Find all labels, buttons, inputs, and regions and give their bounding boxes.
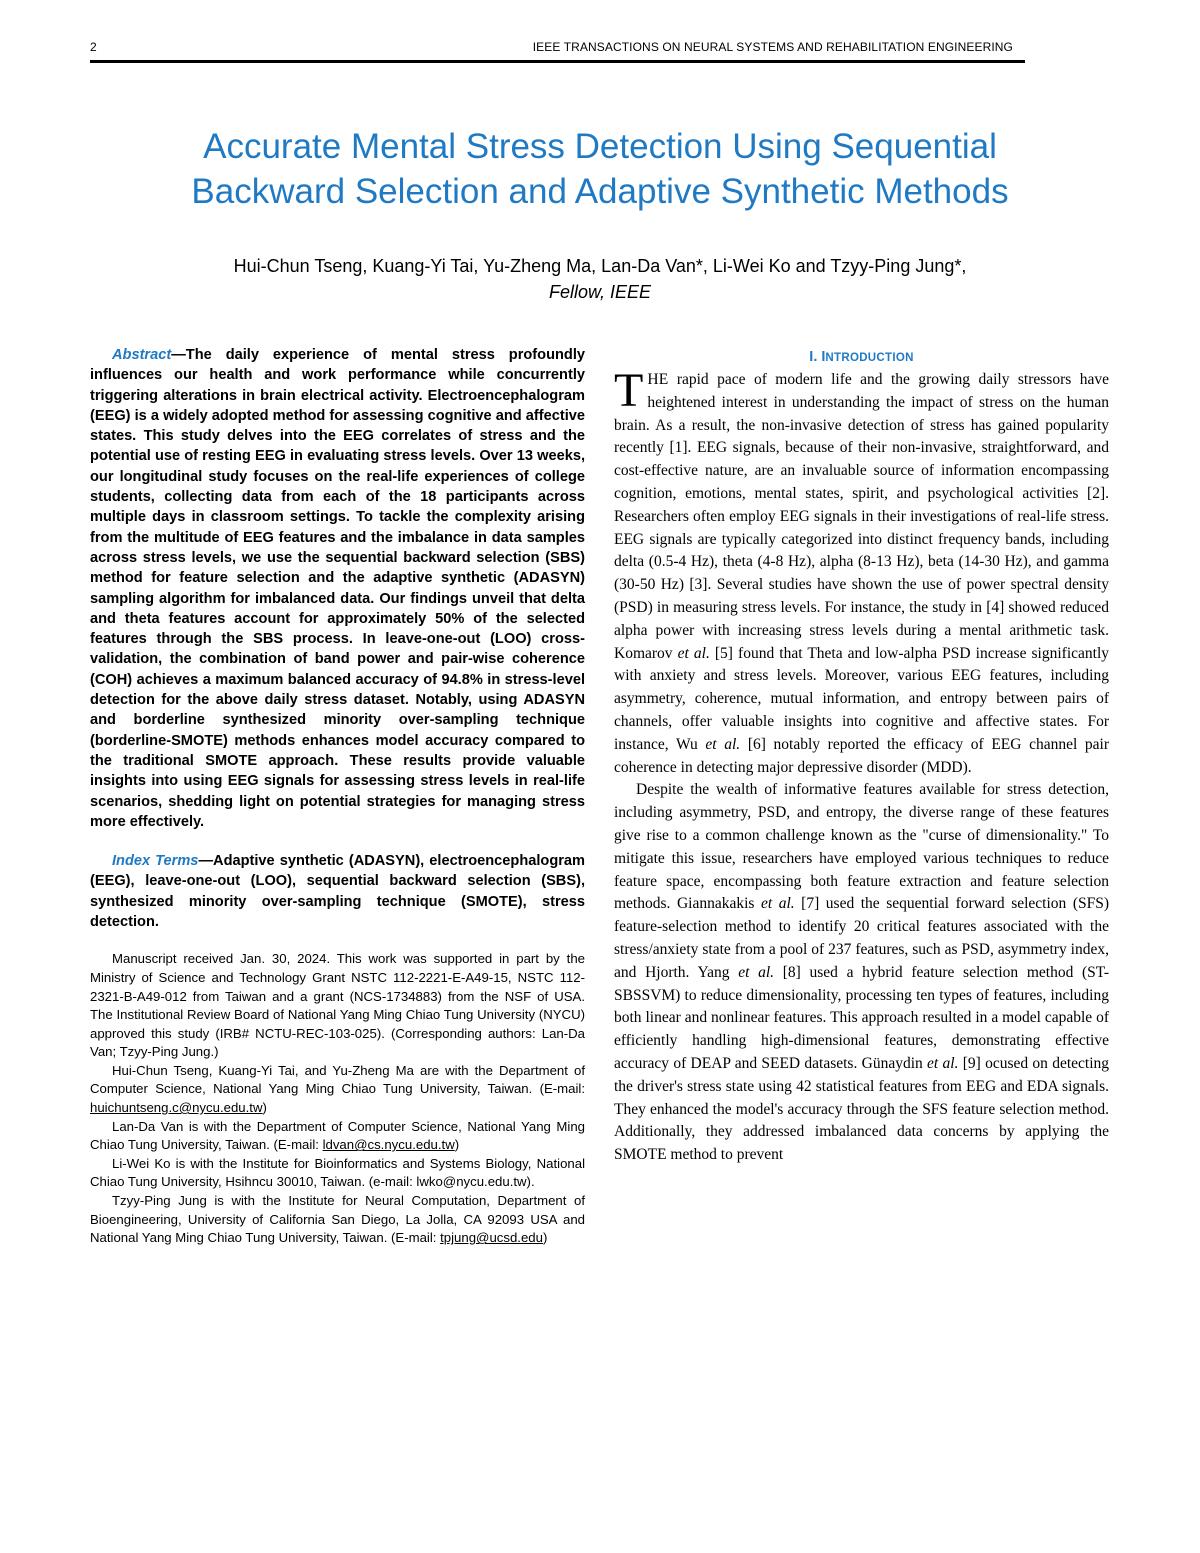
authors-line-1: Hui-Chun Tseng, Kuang-Yi Tai, Yu-Zheng Ma, Lan-Da Van*, Li-Wei Ko and Tzyy-Ping Jung*,: [233, 256, 967, 276]
section-heading-introduction: [614, 345, 1109, 369]
intro-p2-part-c: [8] used a hybrid feature selection method (ST-SBSSVM) to reduce dimensionality, processing ten types of features, including both linear and nonlinear features. This approach resulted in a model capable of efficiently handling high-dimensional features, demonstrating effective accuracy of DEAP and SEED datasets. Günaydin: [614, 963, 1109, 1072]
intro-p2-part-b: [7] used the sequential forward selection (SFS) feature-selection method to identify 20 critical features associated with the stress/anxiety state from a pool of 237 features, such as PSD, asymmetry index, and Hjorth. Yang: [614, 895, 1110, 981]
et-al: et al.: [927, 1054, 959, 1072]
et-al: et al.: [705, 735, 741, 753]
section-title-rest: NTRODUCTION: [825, 352, 914, 364]
intro-lead-word: HE: [647, 371, 669, 388]
intro-p2-part-d: [9] ocused on detecting the driver's stress state using 42 statistical features from EEG and EDA signals. They enhanced the model's accuracy through the SFS feature selection method. Additionally, they addressed imbalanced data concerns by applying the SMOTE method to prevent: [614, 1054, 1109, 1164]
index-terms: [90, 851, 585, 932]
intro-p1-part-a: rapid pace of modern life and the growing daily stressors have heightened interest in understanding the impact of stress on the human brain. As a result, the non-invasive detection of stress has gained popularity recently [1]. EEG signals, because of their non-invasive, straightforward, and cost-effective nature, are an invaluable source of information encompassing cognition, emotions, mental states, spirit, and psychological activities [2]. Researchers often employ EEG signals in their investigations of real-life stress. EEG signals are typically categorized into distinct frequency bands, including delta (0.5-4 Hz), theta (4-8 Hz), alpha (8-13 Hz), beta (14-30 Hz), and gamma (30-50 Hz) [3]. Several studies have shown the use of power spectral density (PSD) in measuring stress levels. For instance, the study in [4] showed reduced alpha power with increasing stress levels during a mental arithmetic task. Komarov: [614, 371, 1109, 662]
manuscript-footnote: [90, 950, 585, 1248]
footnote-funding: Manuscript received Jan. 30, 2024. This work was supported in part by the Ministry of Science and Technology Grant NSTC 112-2221-E-A49-15, NSTC 112-2321-B-A49-012 from Taiwan and a grant (NCS-1734883) from the NSF of USA. The Institutional Review Board of National Yang Ming Chiao Tung University (NYCU) approved this study (IRB# NCTU-REC-103-025). (Corresponding authors: Lan-Da Van; Tzyy-Ping Jung.): [90, 951, 585, 1060]
index-terms-text: —Adaptive synthetic (ADASYN), electroencephalogram (EEG), leave-one-out (LOO), sequential backward selection (SBS), synthesized minority over-sampling technique (SMOTE), stress detection.: [90, 853, 586, 931]
drop-cap: T: [614, 364, 644, 417]
et-al: et al.: [738, 963, 775, 981]
email-link-tseng[interactable]: huichuntseng.c@nycu.edu.tw: [90, 1100, 263, 1116]
running-header: [90, 38, 1025, 60]
footnote-van-end: ): [454, 1137, 460, 1153]
footnote-tseng: [90, 1062, 585, 1118]
introduction-body: [614, 364, 1110, 1167]
page-number: 2: [90, 40, 97, 54]
footnote-jung-text: Tzyy-Ping Jung is with the Institute for Neural Computation, Department of Bioengineering, University of California San Diego, La Jolla, CA 92093 USA and National Yang Ming Chiao Tung University, Taiwan. (E-mail:: [90, 1193, 585, 1246]
abstract-text: —The daily experience of mental stress profoundly influences our health and work performance while concurrently triggering alterations in brain electrical activity. Electroencephalogram (EEG) is a widely adopted method for assessing cognitive and affective states. This study delves into the EEG correlates of stress and the potential use of resting EEG in evaluating stress levels. Over 13 weeks, our longitudinal study focuses on the real-life experiences of college students, collecting data from each of the 18 participants across multiple days in classroom settings. To tackle the complexity arising from the multitude of EEG features and the imbalance in data samples across stress levels, we use the sequential backward selection (SBS) method for feature selection and the adaptive synthetic (ADASYN) sampling algorithm for imbalanced data. Our findings unveil that delta and theta features account for approximately 50% of the selected features through the SBS process. In leave-one-out (LOO) cross-validation, the combination of band power and pair-wise coherence (COH) achieves a maximum balanced accuracy of 94.8% in stress-level detection for the above daily stress dataset. Notably, using ADASYN and borderline synthesized minority over-sampling technique (borderline-SMOTE) methods enhances model accuracy compared to the traditional SMOTE approach. These results provide valuable insights into using EEG signals for assessing stress levels in real-life scenarios, shedding light on potential strategies for managing stress more effectively.: [90, 347, 585, 830]
section-title-initial: I: [821, 349, 826, 365]
email-link-jung[interactable]: tpjung@ucsd.edu: [440, 1230, 543, 1246]
intro-p1-part-b: [5] found that Theta and low-alpha PSD increase significantly with anxiety and stress levels. Moreover, various EEG features, including asymmetry, coherence, mutual information, and entropy between pairs of channels, offer valuable insights into cognitive and affective states. For instance, Wu: [614, 644, 1110, 753]
header-rule: [90, 60, 1025, 63]
title-line-1: Accurate Mental Stress Detection Using Sequential: [203, 127, 997, 166]
email-link-van[interactable]: ldvan@cs.nycu.edu.tw: [322, 1137, 455, 1153]
index-terms-label: Index Terms: [112, 853, 199, 870]
abstract: [90, 345, 585, 832]
abstract-label: Abstract: [112, 347, 172, 363]
left-column: [90, 345, 585, 1248]
footnote-jung: [90, 1192, 585, 1248]
title-line-2: Backward Selection and Adaptive Synthetic Methods: [191, 172, 1009, 211]
footnote-van: [90, 1118, 585, 1155]
author-list: [90, 253, 1110, 305]
intro-p2-part-a: Despite the wealth of informative features available for stress detection, including asymmetry, PSD, and entropy, the diverse range of these features give rise to a common challenge known as the "curse of dimensionality." To mitigate this issue, researchers have employed various techniques to reduce feature space, encompassing both feature extraction and feature selection methods. Giannakakis: [614, 781, 1109, 913]
footnote-van-text: Lan-Da Van is with the Department of Computer Science, National Yang Ming Chiao Tung University, Taiwan. (E-mail:: [90, 1118, 585, 1153]
footnote-tseng-text: Hui-Chun Tseng, Kuang-Yi Tai, and Yu-Zheng Ma are with the Department of Computer Science, National Yang Ming Chiao Tung University, Taiwan. (E-mail:: [90, 1062, 585, 1097]
intro-paragraph-1: [614, 364, 1110, 779]
right-column: [614, 345, 1109, 1167]
paper-title: [90, 124, 1110, 214]
et-al: et al.: [677, 644, 710, 662]
intro-p1-part-c: [6] notably reported the efficacy of EEG channel pair coherence in detecting major depressive disorder (MDD).: [614, 735, 1110, 776]
footnote-jung-end: ): [542, 1230, 548, 1246]
footnote-tseng-end: ): [262, 1100, 267, 1116]
authors-line-2: Fellow, IEEE: [548, 282, 652, 302]
footnote-ko: Li-Wei Ko is with the Institute for Bioinformatics and Systems Biology, National Chiao Tung University, Hsihncu 30010, Taiwan. (e-mail: lwko@nycu.edu.tw).: [90, 1155, 585, 1190]
section-number: I.: [809, 349, 818, 365]
et-al: et al.: [760, 895, 795, 913]
intro-paragraph-2: [614, 779, 1109, 1167]
journal-name: IEEE TRANSACTIONS ON NEURAL SYSTEMS AND REHABILITATION ENGINEERING: [532, 40, 1013, 54]
